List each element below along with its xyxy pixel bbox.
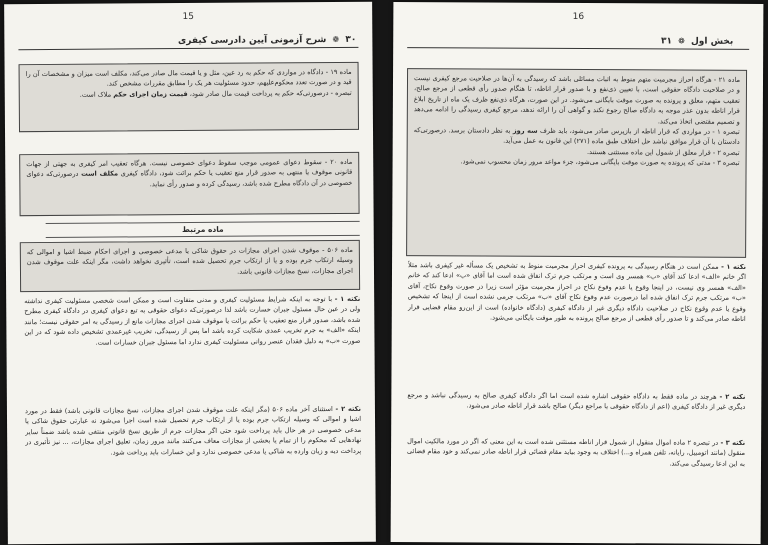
note-1-text: ممکن است در هنگام رسیدگی به پرونده کیفری احراز مجرمیت منوط به تشخیص یک مسأله غیر کیفری باشد مثلاً اگر خانم «الف» ادعا کند آقای «ب» همسر وی است و مرتکب جرم ترک انفاق شده است اما آقای «ب» ادعا کند که خانم «الف» همسر وی نیست، در اینجا وقوع یا عدم وقوع نکاح در احراز مجرمیت مؤثر است زیرا در صورت وقوع نکاح، آقای «ب» مرتکب جرم ترک انفاق شده اما درصورت عدم وقوع نکاح آقای «ب» مرتکب جرمی نشده است از اینجا که تشخیص وقوع یا عدم وقوع نکاح در صلاحیت دادگاه دیگری غیر از دادگاه کیفری (دادگاه خانواده) است از این‌رو مقام قضایی قرار اناطه صادر می‌کند و تا صدور رأی قطعی از مرجع صالح پرونده به طور موقت بایگانی می‌شود.	[407, 261, 747, 323]
note-3-label: نکته ۳ -	[720, 438, 746, 447]
article-21-note-1-bold: سه روز	[512, 126, 538, 135]
article-21-text: ماده ۲۱ - هرگاه احراز مجرمیت متهم منوط به اثبات مسائلی باشد که رسیدگی به آن‌ها در صلاحیت مرجع کیفری نیست و در صلاحیت دادگاه حقوقی است، با تعیین ذی‌نفع و با صدور قرار اناطه، تا هنگام صدور رأی قطعی از مرجع صالح، تعقیب متهم، معلق و پرونده به صورت موقت بایگانی می‌شود. در این صورت، هرگاه ذی‌نفع ظرف یک ماه از تاریخ ابلاغ قرار اناطه بدون عذر موجه به دادگاه صالح رجوع نکند و گواهی آن را ارائه ندهد، مرجع کیفری رسیدگی را ادامه می‌دهد و تصمیم مقتضی اتخاذ می‌کند.	[413, 74, 741, 126]
right-page	[391, 2, 764, 544]
running-head-number: ۳۰	[345, 34, 357, 45]
running-head-text: بخش اول	[690, 36, 734, 47]
note-2-text: هرچند در ماده فقط به دادگاه حقوقی اشاره شده است اما اگر دادگاه کیفری صالح به رسیدگی نباشد و مرجع دیگری غیر از دادگاه کیفری (اعم از دادگاه حقوقی یا مراجع دیگر) صالح باشد قرار اناطه صادر می‌شود.	[407, 391, 746, 412]
running-head-number: ۳۱	[660, 36, 673, 47]
article-20-text-end: درصورتی‌که دعوای خصوصی در آن دادگاه مطرح شده باشد، رسیدگی کرده و صدور رأی نماید.	[26, 170, 353, 189]
article-21-note-1: تبصره ۱ - در مواردی که قرار اناطه از بازپرس صادر می‌شود، باید ظرف	[539, 126, 740, 136]
article-506-box	[20, 240, 360, 292]
article-19-box	[19, 62, 359, 132]
article-19-note-bold: قیمت زمان اجرای حکم	[113, 89, 188, 99]
note-1-text: با توجه به اینکه شرایط مسئولیت کیفری و مدنی متفاوت است و ممکن است شخصی مسئولیت کیفری نداشته ولی در عین حال مسئول جبران خسارت باشد لذا درصورتی‌که دعوای حقوقی به تبع دعوای کیفری در دادگاه کیفری مطرح شده باشد، صدور قرار منع تعقیب یا حکم برائت یا موقوف شدن اجرای مجازات مانع از رسیدگی به امر حقوقی نیست؛ مانند اینکه «الف» به جرم تخریب عمدی شکایت کرده باشد اما پس از رسیدگی، تخریب غیرعمدی تشخیص داده شود که در این صورت «ب» به دلیل فقدان عنصر روانی مسئولیت کیفری ندارد اما مسئول جبران خسارات است.	[24, 295, 361, 347]
running-head-title	[178, 35, 356, 46]
article-21-note-1-end: به نظر دادستان برسد. درصورتی‌که دادستان با آن قرار موافق نباشد حل اختلاف طبق ماده (۲۷۱) این قانون به عمل می‌آید.	[413, 126, 740, 147]
running-head-text: شرح آزمونی آیین دادرسی کیفری	[177, 35, 327, 47]
related-article-heading: ماده مرتبط	[182, 224, 224, 235]
article-19-note: تبصره - درصورتی‌که حکم به پرداخت قیمت مال صادر شود،	[189, 88, 352, 98]
article-21-box	[406, 68, 747, 258]
article-20-text: ماده ۲۰ - سقوط دعوای عمومی موجب سقوط دعوای خصوصی نیست. هرگاه تعقیب امر کیفری به جهتی از جهات قانونی موقوف یا منتهی به صدور قرار منع تعقیب یا حکم برائت شود، دادگاه کیفری	[26, 157, 353, 178]
article-21-note-2: تبصره ۲ - قرار معلق از شمول این ماده مستثنی هستند.	[586, 147, 740, 157]
article-20-box	[19, 152, 359, 216]
note-2-label: نکته ۲ -	[335, 404, 361, 413]
page-number: 16	[572, 11, 585, 23]
article-21-note-3: تبصره ۳ - مدتی که پرونده به صورت موقت بایگانی می‌شود، جزء مواعد مرور زمان محسوب نمی‌شود.	[460, 157, 740, 168]
section-rule	[46, 221, 360, 224]
ornament-icon: ❁	[332, 34, 340, 44]
note-2-text: استثنای آخر ماده ۵۰۶ (مگر اینکه علت موقوف شدن اجرای مجازات، نسخ مجازات قانونی باشد) فقط در مورد اشیا و اموالی که وسیله ارتکاب جرم بوده یا از ارتکاب جرم تحصیل شده است اجرا می‌شود نه عبارتی حقوق شاکی یا مدعی خصوصی در هر حال باید پرداخت شود حتی اگر مجازات جرم از طریق نسخ قانونی منتفی شده باشد ضمناً سایر نهادهایی که محکوم را از تمام یا بخشی از مجازات معاف می‌کنند مانند مرور زمان، تعلیق اجرای مجازات، ... نیز تأثیری در پرداخت دیه و زیان وارده به شاکی یا مدعی خصوصی ندارد و این خسارات باید پرداخت شود.	[24, 405, 362, 457]
running-head	[18, 35, 358, 50]
running-head-title	[661, 36, 733, 46]
article-20-bold: مکلف است	[81, 169, 119, 179]
article-19-note-end: ملاک است.	[79, 90, 112, 99]
article-506-text: ماده ۵۰۶ - موقوف شدن اجرای مجازات در حقوق شاکی یا مدعی خصوصی و اجرای احکام ضبط اشیا و اموالی که وسیله ارتکاب جرم بوده و یا از ارتکاب جرم تحصیل شده است، تأثیری نخواهد داشت، مگر اینکه علت موقوف شدن اجرای مجازات، نسخ مجازات قانونی باشد.	[26, 245, 354, 276]
page-number: 15	[182, 11, 194, 23]
note-2	[407, 390, 745, 432]
note-2-label: نکته ۲ -	[719, 392, 746, 401]
left-page	[4, 2, 376, 545]
note-3-text: در تبصره ۲ ماده اموال منقول از شمول قرار اناطه مستثنی شده است به این معنی که اگر در مورد مالکیت اموال منقول (مانند اتومبیل، رایانه، تلفن همراه و...) اختلاف به وجود بیاید مقام قضائی قرار اناطه صادر نمی‌کند و خود مقام قضائی به این ادعا رسیدگی می‌کند.	[407, 437, 746, 468]
article-19-text: ماده ۱۹ - دادگاه در مواردی که حکم به رد عین، مثل و یا قیمت مال صادر می‌کند، مکلف است میزان و مشخصات آن را قید و در صورت تعدد محکوم‌علیهم، حدود مسئولیت هر یک را مطابق مقررات مشخص کند.	[25, 67, 352, 88]
note-1	[24, 294, 361, 400]
running-head	[407, 35, 749, 50]
note-1-label: نکته ۱ -	[721, 262, 747, 271]
note-1	[407, 260, 746, 386]
ornament-icon: ❁	[678, 36, 685, 46]
note-3	[407, 436, 745, 530]
section-rule	[46, 235, 360, 238]
note-2	[25, 404, 362, 532]
note-1-label: نکته ۱ -	[334, 294, 361, 303]
